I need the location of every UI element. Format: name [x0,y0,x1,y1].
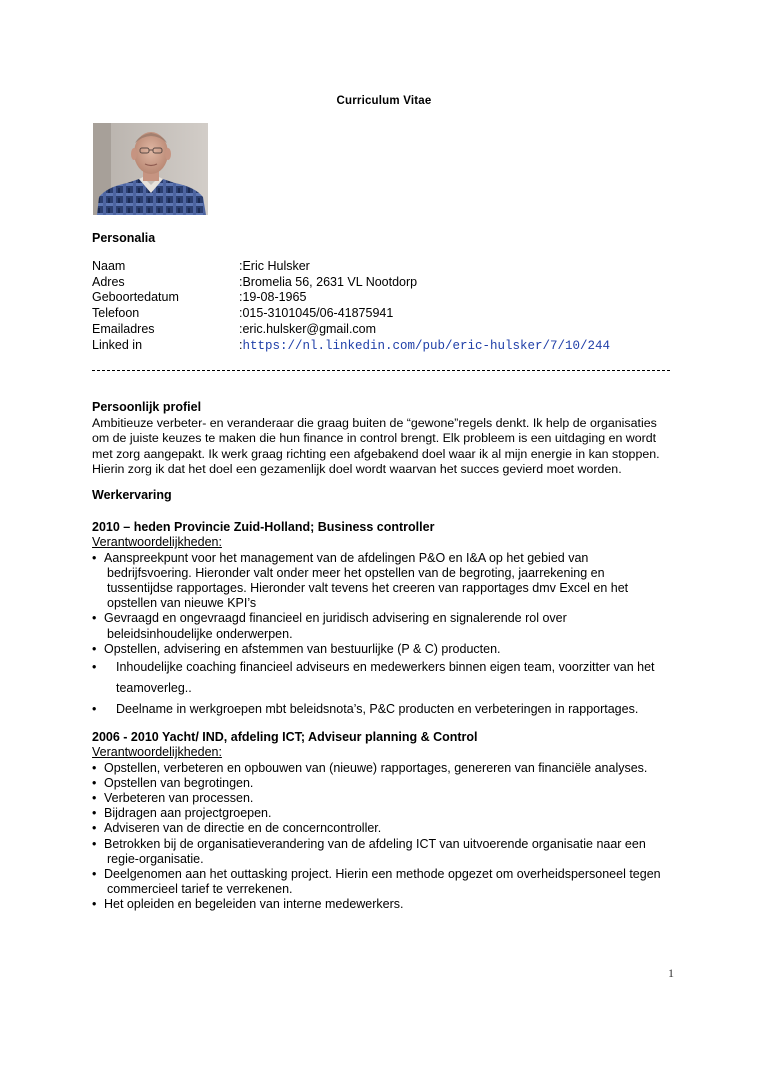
list-item [92,867,682,897]
bullet-icon: • [92,659,97,674]
personalia-row-telefoon [92,306,610,322]
list-item-line: Opstellen, verbeteren en opbouwen van (nieuwe) rapportages, genereren van financiële analyses. [104,760,648,775]
list-item [92,776,682,791]
list-item-line: Inhoudelijke coaching financieel adviseurs en medewerkers binnen eigen team, voorzitter van het [116,659,655,674]
list-item-line: Deelgenomen aan het outtasking project. Hierin een methode opgezet om overheidspersoneel tegen [104,866,661,881]
linkedin-prefix: : [239,337,243,352]
list-item-line: commercieel tarief te verrekenen. [107,882,293,897]
responsibilities-list [92,761,682,913]
personalia-label: Naam [92,259,126,273]
bullet-icon: • [92,760,97,775]
list-item-line: Aanspreekpunt voor het management van de afdelingen P&O en I&A op het gebied van [104,550,589,565]
responsibilities-label: Verantwoordelijkheden: [92,535,222,549]
personalia-label: Adres [92,274,125,289]
personalia-label: Geboortedatum [92,290,179,305]
personalia-value: :Bromelia 56, 2631 VL Nootdorp [239,274,418,289]
bullet-icon: • [92,897,97,912]
profile-line: Ambitieuze verbeter- en veranderaar die graag buiten de “gewone”regels denkt. Ik help de organisaties [92,416,657,430]
personalia-table [92,259,610,354]
job-title: 2006 - 2010 Yacht/ IND, afdeling ICT; Adviseur planning & Control [92,730,478,744]
portrait-image [93,123,208,215]
personalia-row-linkedin [92,338,610,355]
list-item [92,821,682,836]
list-item-line: Het opleiden en begeleiden van interne medewerkers. [104,897,404,912]
personalia-label: Telefoon [92,306,140,321]
list-item-line: Adviseren van de directie en de concerncontroller. [104,821,382,836]
personalia-value: :Eric Hulsker [239,259,310,273]
profile-text [92,416,672,477]
responsibilities-list [92,551,682,720]
list-item-line: opstellen van nieuwe KPI’s [107,596,257,611]
bullet-icon: • [92,641,97,656]
bullet-icon: • [92,701,97,716]
bullet-icon: • [92,806,97,821]
list-item [92,699,682,720]
list-item-line: Deelname in werkgroepen mbt beleidsnota’s, P&C producten en verbeteringen in rapportages. [116,701,639,716]
personalia-value: :015-3101045/06-41875941 [239,306,394,321]
section-divider [92,370,670,371]
personalia-row-email [92,322,610,338]
experience-heading: Werkervaring [92,488,172,502]
personalia-label: Emailadres [92,321,155,336]
list-item-line: Bijdragen aan projectgroepen. [104,806,272,821]
list-item-line: Gevraagd en ongevraagd financieel en juridisch advisering en signalerende rol over [104,611,567,626]
profile-line: om de juiste keuzes te maken die hun finance in control brengt. Elk probleem is een uitdaging en wordt [92,431,657,446]
list-item-line: bedrijfsvoering. Hieronder valt onder meer het opstellen van de begroting, jaarrekening en [107,565,605,580]
list-item-line: Betrokken bij de organisatieverandering van de afdeling ICT van uitvoerende organisatie naar een [104,836,646,851]
list-item-line: tussentijdse rapportages. Hieronder valt tevens het creeren van rapportages dmv Excel en het [107,580,629,595]
personalia-label: Linked in [92,337,143,352]
job-title: 2010 – heden Provincie Zuid-Holland; Business controller [92,520,435,534]
profile-line: Hierin zorg ik dat het doel een gezamenlijk doel wordt waarvan het succes gevierd moet worden. [92,461,622,476]
personalia-value [239,338,610,355]
bullet-icon: • [92,836,97,851]
list-item [92,806,682,821]
list-item [92,611,682,641]
list-item-line: Opstellen, advisering en afstemmen van bestuurlijke (P & C) producten. [104,641,501,656]
profile-line: met zorg aangepakt. Ik werk graag richting een afgebakend doel waar ik al mijn energie in kan stoppen. [92,446,660,461]
personalia-heading: Personalia [92,231,156,245]
bullet-icon: • [92,821,97,836]
list-item-line: regie-organisatie. [107,851,204,866]
list-item [92,837,682,867]
list-item [92,791,682,806]
page-number: 1 [668,966,674,980]
personalia-value: :19-08-1965 [239,290,307,305]
personalia-row-geboortedatum [92,290,610,306]
personalia-row-adres [92,275,610,291]
bullet-icon: • [92,866,97,881]
bullet-icon: • [92,790,97,805]
bullet-icon: • [92,775,97,790]
list-item-line: teamoverleg.. [116,680,192,695]
list-item [92,551,682,612]
profile-photo [93,123,208,215]
list-item [92,897,682,912]
bullet-icon: • [92,550,97,565]
list-item [92,642,682,657]
list-item-line: Opstellen van begrotingen. [104,775,254,790]
job-entry [92,729,682,913]
personalia-value: :eric.hulsker@gmail.com [239,321,377,336]
list-item [92,657,682,699]
list-item [92,761,682,776]
list-item-line: Verbeteren van processen. [104,790,254,805]
job-entry [92,519,682,720]
bullet-icon: • [92,611,97,626]
responsibilities-label: Verantwoordelijkheden: [92,745,222,759]
personalia-row-naam [92,259,610,275]
document-title: Curriculum Vitae [336,95,432,107]
linkedin-link[interactable]: https://nl.linkedin.com/pub/eric-hulsker/7/10/244 [242,338,611,353]
list-item-line: beleidsinhoudelijke onderwerpen. [107,626,293,641]
profile-heading: Persoonlijk profiel [92,400,202,414]
